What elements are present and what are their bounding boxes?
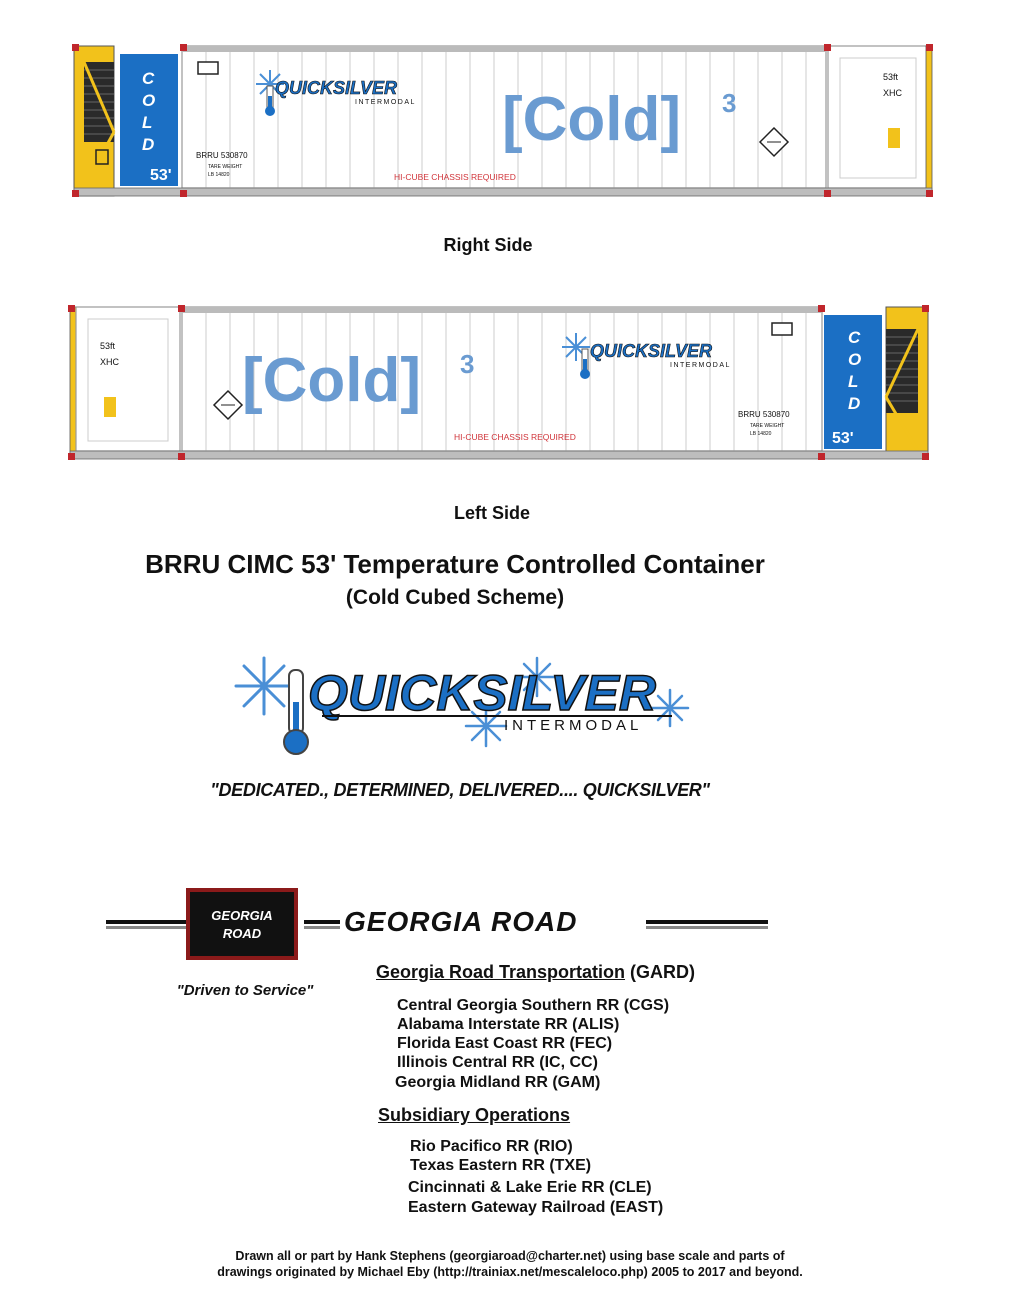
right-door-panel <box>828 46 928 188</box>
page-title: BRRU CIMC 53' Temperature Controlled Container <box>145 549 765 579</box>
right-cold-exponent: 3 <box>722 88 737 118</box>
intermodal-text: INTERMODAL <box>504 717 643 734</box>
georgia-road-badge <box>186 888 298 960</box>
right-tare-label: TARE WEIGHT <box>208 164 243 170</box>
georgia-road-rule-left-gray <box>106 926 186 929</box>
subsidiary-item: Texas Eastern RR (TXE) <box>410 1157 592 1174</box>
georgia-road-rule-mid <box>304 920 340 924</box>
right-cold-letter-d: D <box>142 135 155 154</box>
credits-line-2: drawings originated by Michael Eby (http://trainiax.net/mescaleloco.php) 2005 to 2017 and beyond. <box>217 1265 803 1279</box>
left-side-caption: Left Side <box>453 503 530 523</box>
left-intermodal-text: INTERMODAL <box>670 362 731 369</box>
right-door-size: 53ft <box>883 72 899 82</box>
railroad-item: Central Georgia Southern RR (CGS) <box>397 997 670 1014</box>
right-quicksilver-logo: QUICKSILVER <box>275 78 398 98</box>
georgia-road-rule-left <box>106 920 186 924</box>
subsidiary-heading <box>378 1105 570 1126</box>
left-quicksilver-logo: QUICKSILVER <box>590 341 713 361</box>
left-cold-cubed-text: [Cold] <box>242 346 422 415</box>
georgia-road-rule-right-gray <box>646 926 768 929</box>
left-bottom-rail <box>70 451 928 459</box>
credits-line-1: Drawn all or part by Hank Stephens (georgiaroad@charter.net) using base scale and parts of <box>235 1249 785 1263</box>
left-cold-letter-d: D <box>848 394 861 413</box>
right-cold-cubed-text: [Cold] <box>502 85 682 154</box>
left-53-badge: 53' <box>832 430 854 447</box>
georgia-road-rule-right <box>646 920 768 924</box>
left-tare-value: LB 14820 <box>750 431 772 437</box>
railroad-item: Illinois Central RR (IC, CC) <box>397 1054 598 1071</box>
quicksilver-big-logo <box>232 650 692 760</box>
left-reporting-mark: BRRU 530870 <box>738 410 790 419</box>
right-side-container <box>70 42 936 202</box>
left-cold-letter-o: O <box>848 350 862 369</box>
right-bottom-rail <box>74 188 932 196</box>
thermometer-icon <box>284 670 308 754</box>
subsidiary-item: Eastern Gateway Railroad (EAST) <box>408 1199 664 1216</box>
right-side-caption: Right Side <box>443 235 533 255</box>
subsidiary-item: Rio Pacifico RR (RIO) <box>410 1138 573 1155</box>
right-warning-label <box>888 128 900 148</box>
left-cold-letter-l: L <box>848 372 859 391</box>
quicksilver-wordmark: QUICKSILVER <box>308 665 656 721</box>
left-side-container <box>66 303 932 465</box>
right-reporting-mark: BRRU 530870 <box>196 151 248 160</box>
right-intermodal-text: INTERMODAL <box>355 99 416 106</box>
left-cold-letter-c: C <box>848 328 861 347</box>
company-code: (GARD) <box>630 962 696 982</box>
railroad-item: Georgia Midland RR (GAM) <box>395 1074 601 1091</box>
right-cold-letter-l: L <box>142 113 153 132</box>
railroad-item: Florida East Coast RR (FEC) <box>397 1035 613 1052</box>
right-53-badge: 53' <box>150 167 172 184</box>
left-chassis-notice: HI-CUBE CHASSIS REQUIRED <box>454 432 576 442</box>
georgia-road-badge-line2: ROAD <box>222 926 262 941</box>
right-cold-letter-o: O <box>142 91 156 110</box>
right-chassis-notice: HI-CUBE CHASSIS REQUIRED <box>394 172 516 182</box>
credits <box>150 1248 870 1280</box>
company-name: Georgia Road Transportation <box>376 962 626 982</box>
subsidiary-heading-text: Subsidiary Operations <box>378 1105 571 1125</box>
railroad-item: Alabama Interstate RR (ALIS) <box>397 1016 620 1033</box>
right-cold-letter-c: C <box>142 69 155 88</box>
page-subtitle: (Cold Cubed Scheme) <box>345 586 565 609</box>
left-cold-exponent: 3 <box>460 349 475 379</box>
left-door-panel <box>76 307 180 451</box>
company-heading <box>376 962 695 983</box>
right-thermometer-icon <box>265 86 275 116</box>
georgia-road-badge-line1: GEORGIA <box>211 908 273 923</box>
left-thermometer-icon <box>580 349 590 379</box>
left-warning-label <box>104 397 116 417</box>
right-door-class: XHC <box>883 88 903 98</box>
right-tare-value: LB 14820 <box>208 172 230 178</box>
left-tare-label: TARE WEIGHT <box>750 423 785 429</box>
left-door-size: 53ft <box>100 341 116 351</box>
georgia-road-rule-mid-gray <box>304 926 340 929</box>
georgia-road-wordmark: GEORGIA ROAD <box>344 906 578 937</box>
subsidiary-item: Cincinnati & Lake Erie RR (CLE) <box>408 1179 652 1196</box>
quicksilver-slogan: "DEDICATED., DETERMINED, DELIVERED.... QUICKSILVER" <box>210 780 710 800</box>
georgia-road-motto: "Driven to Service" <box>176 982 314 999</box>
left-door-class: XHC <box>100 357 120 367</box>
snowflake-icon-left <box>236 658 292 714</box>
